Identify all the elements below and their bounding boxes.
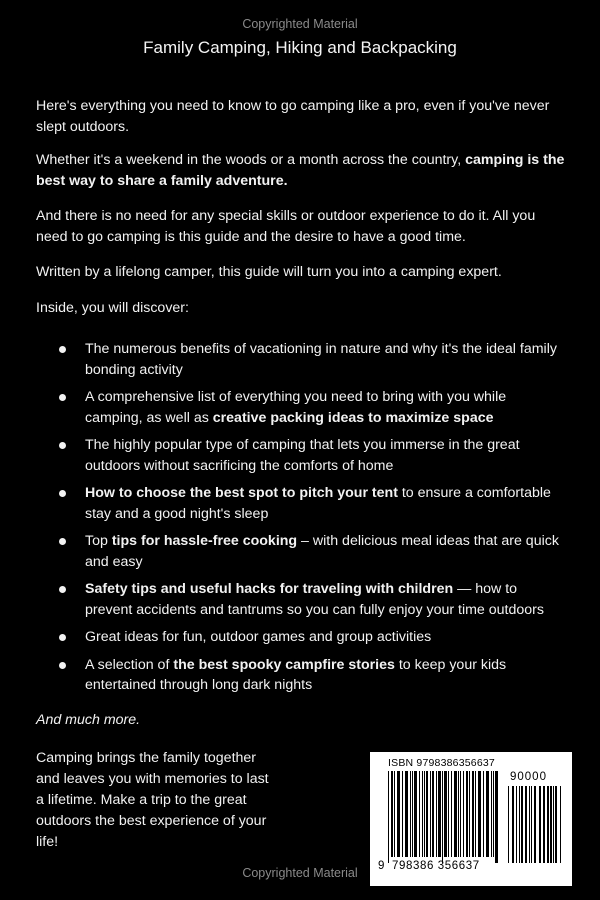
barcode-bar — [430, 771, 431, 857]
closing-paragraph: Camping brings the family together and leaves you with memories to last a lifetime. Make a trip to the great outdoors the best experience of your life! — [36, 750, 269, 850]
barcode-bar — [460, 771, 461, 857]
barcode-bar — [493, 771, 494, 857]
watermark-top: Copyrighted Material — [242, 17, 358, 31]
barcode-bar — [550, 786, 552, 863]
feature-item: The highly popular type of camping that lets you immerse in the great outdoors without sacrificing the comforts of home — [36, 435, 566, 476]
barcode-bar — [454, 771, 457, 857]
barcode-bar — [472, 771, 474, 857]
feature-item: A selection of the best spooky campfire stories to keep your kids entertained through long dark nights — [36, 655, 566, 696]
feature-item: How to choose the best spot to pitch your tent to ensure a comfortable stay and a good night's sleep — [36, 483, 566, 524]
barcode-bar — [486, 771, 489, 857]
barcode-bar — [426, 771, 428, 857]
barcode-bar — [442, 771, 443, 863]
barcode-bar — [491, 771, 492, 857]
bullet-icon — [59, 662, 66, 669]
feature-list — [36, 339, 566, 703]
barcode-bar — [419, 771, 420, 857]
barcode-bar — [543, 786, 545, 863]
barcode-bar — [394, 771, 395, 857]
barcode-bar — [475, 771, 476, 857]
intro-paragraph-5: Inside, you will discover: — [36, 300, 189, 316]
barcode-bar — [463, 771, 464, 857]
barcode-bar — [483, 771, 484, 857]
barcode-digits: 798386 356637 — [392, 860, 480, 872]
feature-item: Safety tips and useful hacks for traveling with children — how to prevent accidents and tantrums so you can fully enjoy your time outdoors — [36, 579, 566, 620]
book-title: Family Camping, Hiking and Backpacking — [143, 38, 457, 57]
watermark-bottom: Copyrighted Material — [242, 866, 358, 880]
barcode-bar — [539, 786, 541, 863]
bullet-icon — [59, 490, 66, 497]
barcode-bar — [458, 771, 459, 857]
barcode-bar — [432, 771, 434, 857]
barcode-bar — [444, 771, 447, 857]
barcode-bar — [521, 786, 523, 863]
barcode-bar — [414, 771, 417, 857]
intro-paragraph-2: Whether it's a weekend in the woods or a month across the country, camping is the best way to share a family adventure. — [36, 152, 565, 189]
feature-item: Great ideas for fun, outdoor games and group activities — [36, 627, 566, 648]
barcode-bar — [553, 786, 554, 863]
barcode-bar — [525, 786, 527, 863]
barcode-bar — [529, 786, 530, 863]
barcode-bar — [516, 786, 517, 863]
barcode-bar — [405, 771, 408, 857]
bullet-icon — [59, 346, 66, 353]
barcode-bar — [519, 786, 520, 863]
barcode-bar — [495, 771, 498, 863]
barcode-bar — [547, 786, 549, 863]
price-code: 90000 — [510, 771, 547, 783]
barcode-bar — [424, 771, 425, 857]
barcode-bar — [534, 786, 536, 863]
barcode-bar — [555, 786, 557, 863]
bullet-icon — [59, 586, 66, 593]
barcode-bar — [560, 786, 561, 863]
barcode-bar — [391, 771, 393, 857]
barcode-bar — [412, 771, 413, 857]
barcode-bar — [508, 786, 509, 863]
feature-item: Top tips for hassle-free cooking – with delicious meal ideas that are quick and easy — [36, 531, 566, 572]
barcode-bar — [436, 771, 437, 857]
intro-paragraph-3: And there is no need for any special skills or outdoor experience to do it. All you need to go camping is this guide and the desire to have a good time. — [36, 208, 536, 245]
barcode-bar — [469, 771, 470, 857]
bullet-icon — [59, 538, 66, 545]
and-much-more: And much more. — [36, 712, 141, 728]
barcode-bar — [531, 786, 532, 863]
barcode-bar — [448, 771, 449, 857]
isbn-label: ISBN 9798386356637 — [388, 757, 495, 769]
feature-item: A comprehensive list of everything you need to bring with you while camping, as well as creative packing ideas to maximize space — [36, 387, 566, 428]
bullet-icon — [59, 442, 66, 449]
barcode-bar — [478, 771, 481, 857]
barcode-bar — [512, 786, 514, 863]
barcode-bar — [402, 771, 403, 857]
intro-paragraph-4: Written by a lifelong camper, this guide will turn you into a camping expert. — [36, 264, 502, 280]
feature-item: The numerous benefits of vacationing in nature and why it's the ideal family bonding activity — [36, 339, 566, 380]
barcode-bar — [388, 771, 389, 863]
barcode-bar — [451, 771, 452, 857]
bullet-icon — [59, 634, 66, 641]
bullet-icon — [59, 394, 66, 401]
barcode-bar — [438, 771, 441, 857]
intro-paragraph-1: Here's everything you need to know to go camping like a pro, even if you've never slept outdoors. — [36, 98, 550, 135]
barcode-bar — [466, 771, 468, 857]
barcode-bar — [410, 771, 411, 857]
barcode-first-digit: 9 — [378, 860, 385, 872]
barcode-bar — [422, 771, 423, 857]
barcode-bar — [397, 771, 400, 857]
